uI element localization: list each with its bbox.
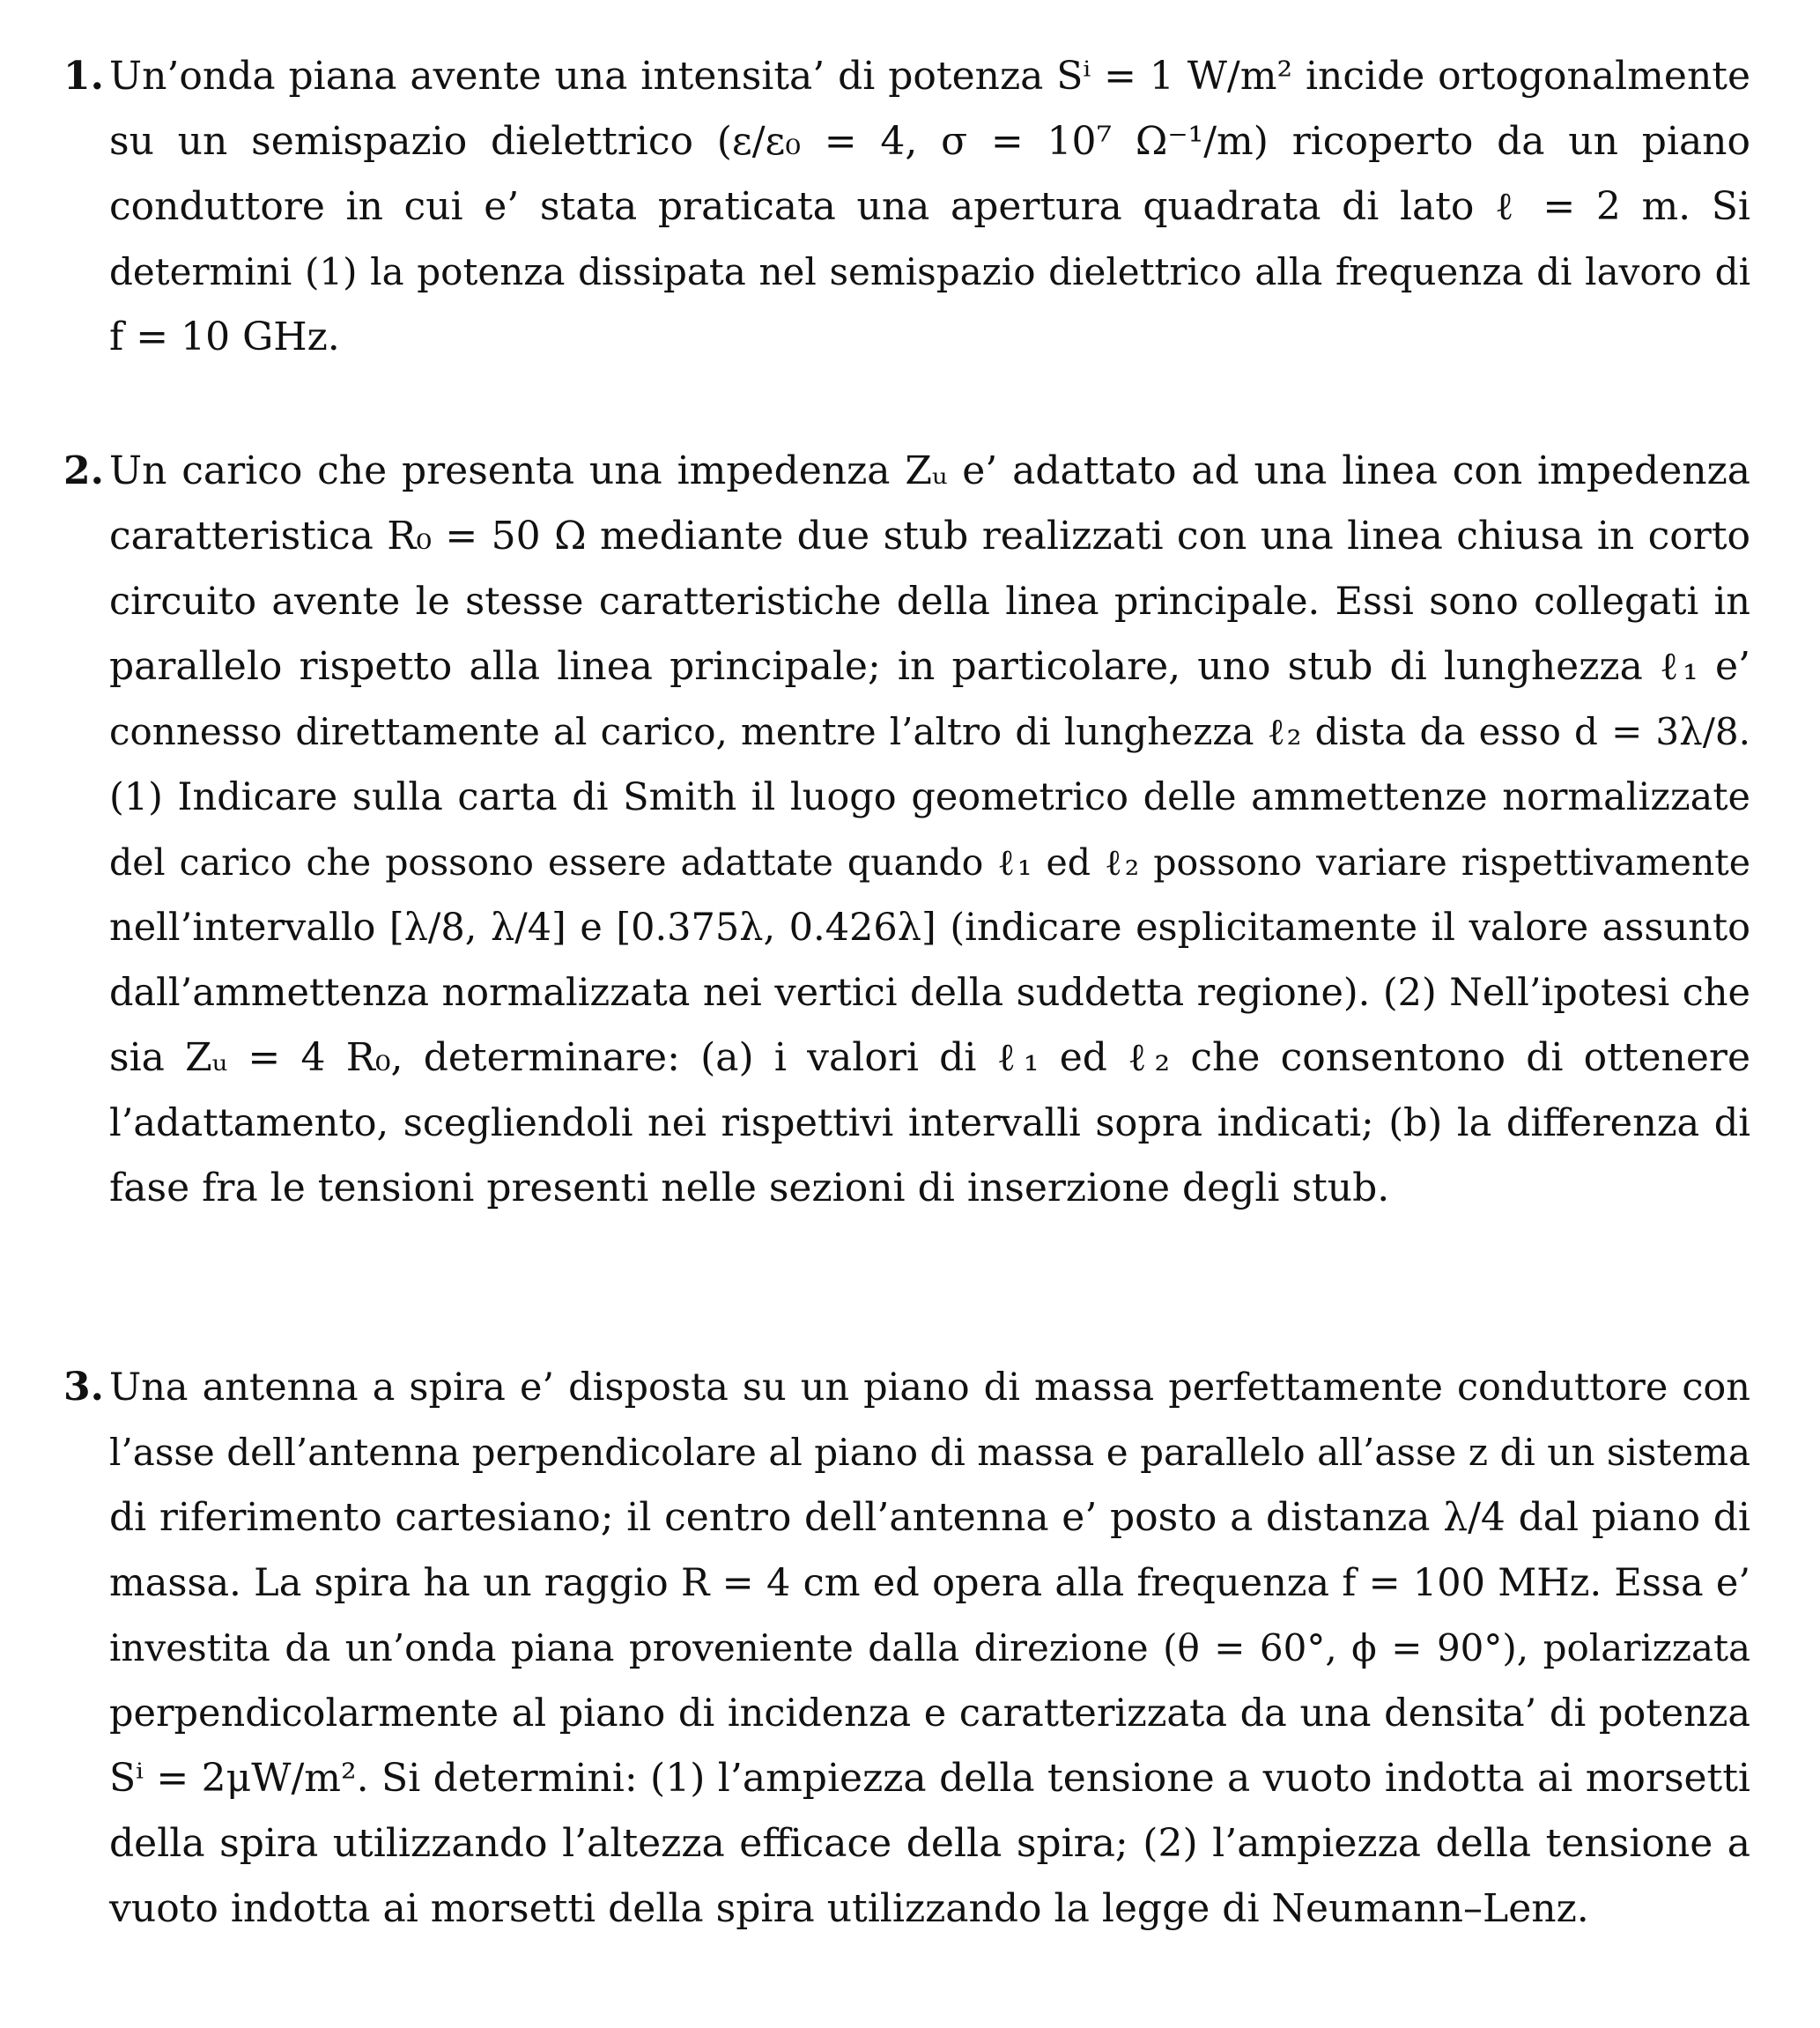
text-line: investita da un’onda piana proveniente dalla direzione (θ = 60°, ϕ = 90°), polarizzata — [109, 1626, 1750, 1669]
problem-number: 2. — [63, 448, 104, 493]
text-line: Una antenna a spira e’ disposta su un piano di massa perfettamente conduttore con — [109, 1366, 1750, 1410]
text-line: f = 10 GHz. — [109, 315, 340, 359]
text-line: nell’intervallo [λ/8, λ/4] e [0.375λ, 0.426λ] (indicare esplicitamente il valore assunto — [109, 906, 1750, 950]
text-line: Sⁱ = 2μW/m². Si determini: (1) l’ampiezza della tensione a vuoto indotta ai morsetti — [109, 1756, 1750, 1801]
text-line: del carico che possono essere adattate quando ℓ₁ ed ℓ₂ possono variare rispettivamente — [109, 841, 1750, 884]
text-line: dall’ammettenza normalizzata nei vertici della suddetta regione). (2) Nell’ipotesi che — [109, 971, 1750, 1015]
text-line: parallelo rispetto alla linea principale; in particolare, uno stub di lunghezza ℓ₁ e’ — [109, 644, 1750, 689]
text-line: Un carico che presenta una impedenza Zᵤ e’ adattato ad una linea con impedenza — [109, 448, 1750, 493]
text-line: sia Zᵤ = 4 R₀, determinare: (a) i valori di ℓ₁ ed ℓ₂ che consentono di ottenere — [109, 1035, 1750, 1080]
problem-text — [109, 44, 1750, 370]
text-line: di riferimento cartesiano; il centro dell’antenna e’ posto a distanza λ/4 dal piano di — [109, 1495, 1750, 1540]
text-line: della spira utilizzando l’altezza efficace della spira; (2) l’ampiezza della tensione a — [109, 1821, 1750, 1866]
text-line: l’asse dell’antenna perpendicolare al piano di massa e parallelo all’asse z di un sistema — [109, 1431, 1750, 1474]
text-line: massa. La spira ha un raggio R = 4 cm ed opera alla frequenza f = 100 MHz. Essa e’ — [109, 1561, 1750, 1605]
text-line: vuoto indotta ai morsetti della spira utilizzando la legge di Neumann–Lenz. — [109, 1886, 1589, 1931]
text-line: Un’onda piana avente una intensita’ di potenza Sⁱ = 1 W/m² incide ortogonalmente — [109, 54, 1750, 99]
text-line: determini (1) la potenza dissipata nel semispazio dielettrico alla frequenza di lavoro di — [109, 250, 1750, 293]
text-line: (1) Indicare sulla carta di Smith il luogo geometrico delle ammettenze normalizzate — [109, 775, 1750, 819]
text-line: fase fra le tensioni presenti nelle sezioni di inserzione degli stub. — [109, 1166, 1390, 1210]
text-line: conduttore in cui e’ stata praticata una apertura quadrata di lato ℓ = 2 m. Si — [109, 184, 1750, 229]
problem-number: 3. — [63, 1365, 104, 1410]
text-line: circuito avente le stesse caratteristiche della linea principale. Essi sono collegati in — [109, 580, 1750, 624]
text-line: l’adattamento, scegliendoli nei rispettivi intervalli sopra indicati; (b) la differenza di — [109, 1101, 1750, 1145]
text-line: caratteristica R₀ = 50 Ω mediante due stub realizzati con una linea chiusa in corto — [109, 514, 1750, 559]
text-line: su un semispazio dielettrico (ε/ε₀ = 4, σ = 10⁷ Ω⁻¹/m) ricoperto da un piano — [109, 119, 1750, 164]
problem-number: 1. — [63, 54, 104, 99]
text-line: perpendicolarmente al piano di incidenza e caratterizzata da una densita’ di potenza — [109, 1691, 1750, 1736]
problem-text — [109, 439, 1750, 1221]
text-line: connesso direttamente al carico, mentre l’altro di lunghezza ℓ₂ dista da esso d = 3λ/8. — [109, 710, 1750, 753]
problem-text — [109, 1355, 1750, 1942]
